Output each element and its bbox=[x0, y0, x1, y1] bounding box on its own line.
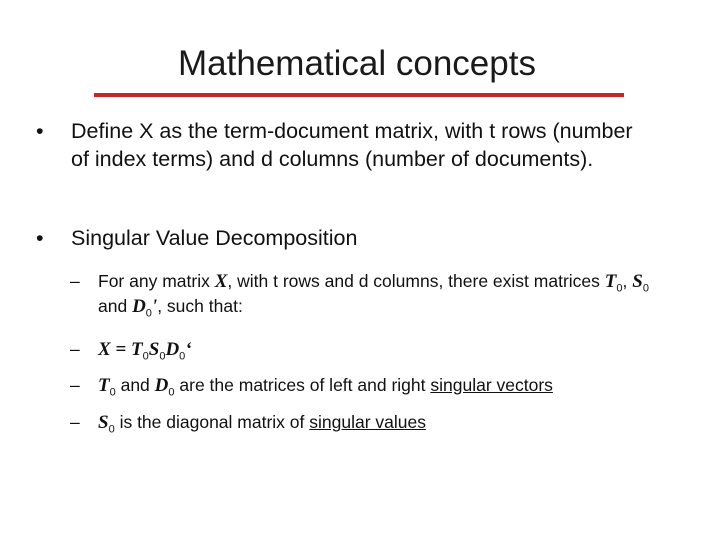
title-underline bbox=[94, 93, 624, 97]
matrix-s: S bbox=[98, 412, 109, 433]
matrix-x: X bbox=[214, 271, 228, 292]
subscript-zero: 0 bbox=[642, 282, 649, 295]
singular-values-link[interactable]: singular values bbox=[309, 412, 426, 432]
bullet-text: Define X as the term-document matrix, with t rows (number of index terms) and d columns (number of documents). bbox=[71, 119, 633, 171]
subscript-zero: 0 bbox=[159, 350, 166, 363]
subbullet-text bbox=[98, 269, 660, 319]
separator-comma: , bbox=[622, 271, 633, 291]
matrix-s: S bbox=[148, 339, 160, 360]
prime-mark: ‘ bbox=[185, 339, 192, 360]
matrix-t: T bbox=[604, 271, 617, 292]
subbullet-middle: is the diagonal matrix of bbox=[114, 412, 310, 432]
conjunction-and: and bbox=[98, 296, 133, 316]
prime-mark: ' bbox=[151, 296, 158, 317]
subscript-zero: 0 bbox=[142, 350, 149, 363]
slide-title: Mathematical concepts bbox=[178, 44, 536, 83]
subscript-zero: 0 bbox=[616, 282, 623, 295]
subbullet-marker: – bbox=[70, 375, 80, 395]
subbullet-matrix-definition bbox=[70, 269, 660, 319]
matrix-d: D bbox=[165, 339, 180, 360]
subbullet-marker: – bbox=[70, 271, 80, 291]
subbullet-text-a: For any matrix bbox=[98, 271, 215, 291]
matrix-t: T bbox=[131, 339, 143, 360]
subbullet-singular-vectors bbox=[70, 373, 660, 398]
subscript-zero: 0 bbox=[108, 423, 115, 436]
matrix-d: D bbox=[154, 375, 169, 396]
subbullet-tail: , such that: bbox=[157, 296, 243, 316]
subbullet-middle: are the matrices of left and right bbox=[174, 375, 431, 395]
bullet-marker: • bbox=[36, 119, 44, 143]
subbullet-singular-values bbox=[70, 410, 660, 435]
subbullet-text bbox=[98, 410, 660, 435]
subbullet-text bbox=[98, 373, 660, 398]
matrix-s: S bbox=[632, 271, 643, 292]
subscript-zero: 0 bbox=[145, 307, 152, 320]
subscript-zero: 0 bbox=[109, 386, 116, 399]
conjunction-and: and bbox=[115, 375, 155, 395]
bullet-term-document-matrix bbox=[36, 117, 646, 173]
subscript-zero: 0 bbox=[179, 350, 186, 363]
bullet-svd bbox=[36, 224, 646, 252]
subbullet-marker: – bbox=[70, 339, 80, 359]
subbullet-marker: – bbox=[70, 412, 80, 432]
equation-lhs: X = bbox=[98, 339, 131, 360]
singular-vectors-link[interactable]: singular vectors bbox=[430, 375, 553, 395]
subscript-zero: 0 bbox=[168, 386, 175, 399]
bullet-marker: • bbox=[36, 226, 44, 250]
matrix-d: D bbox=[132, 296, 146, 317]
bullet-text: Singular Value Decomposition bbox=[71, 226, 358, 250]
matrix-t: T bbox=[98, 375, 110, 396]
equation bbox=[98, 337, 660, 362]
subbullet-text-b: , with t rows and d columns, there exist matrices bbox=[227, 271, 605, 291]
subbullet-svd-equation bbox=[70, 337, 660, 362]
